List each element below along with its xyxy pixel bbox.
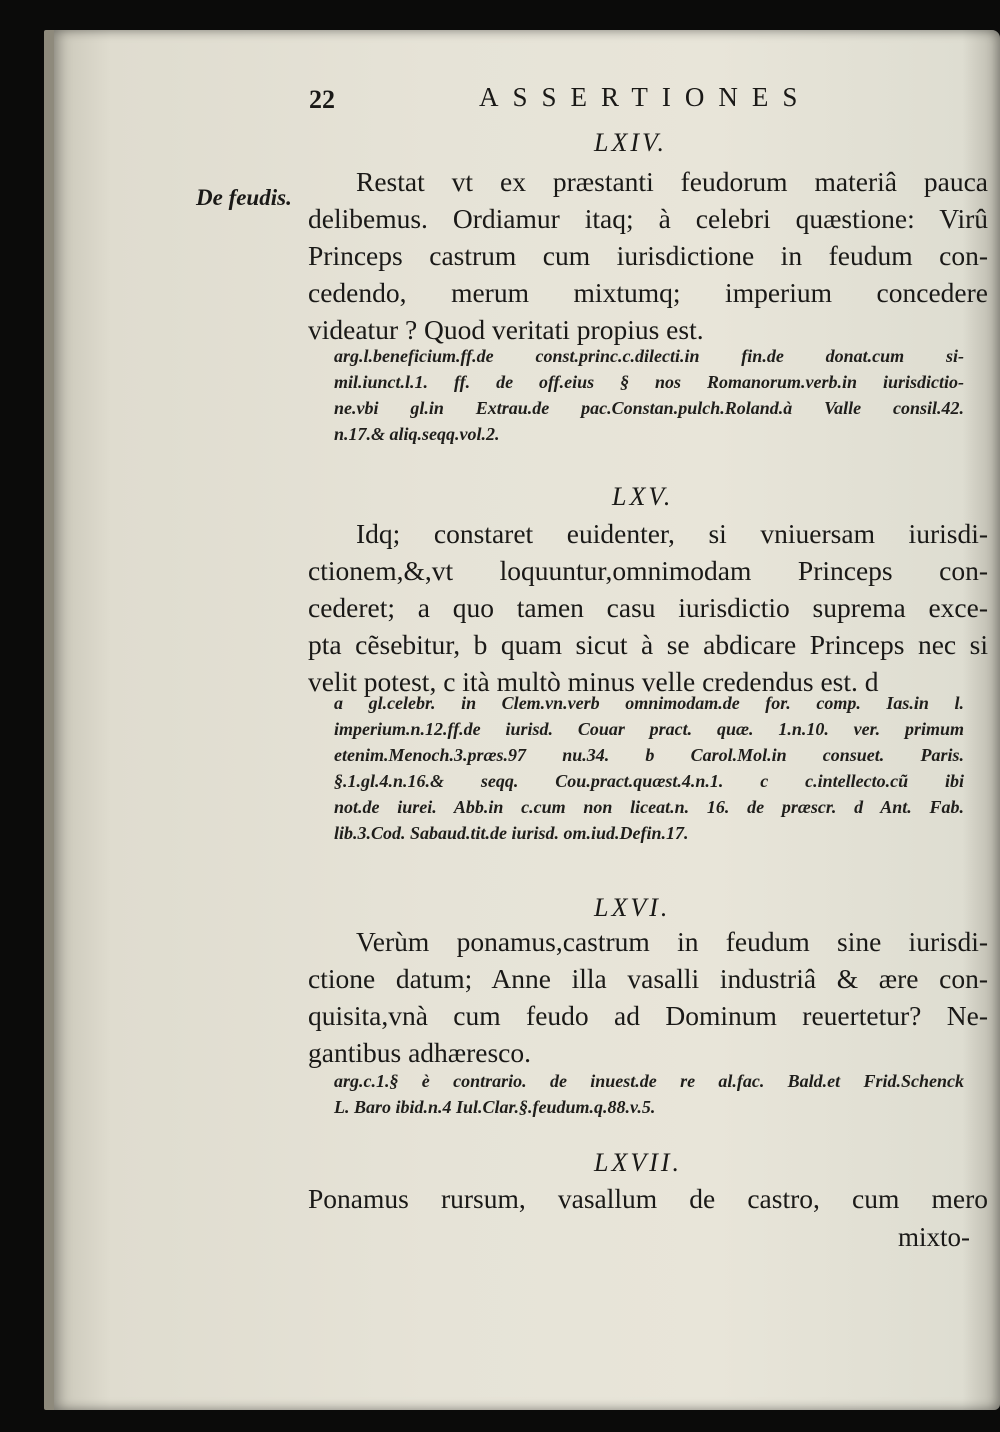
- section-text-lxvi: [308, 923, 988, 1071]
- section-text-lxiv: [308, 163, 988, 348]
- citation-lxvi: [334, 1068, 964, 1120]
- text-line: Princeps castrum cum iurisdictione in feudum con-: [308, 240, 988, 271]
- citation-lxv: [334, 690, 964, 846]
- text-line: Ponamus rursum, vasallum de castro, cum mero: [308, 1183, 988, 1214]
- citation-line: imperium.n.12.ff.de iurisd. Couar pract. quæ. 1.n.10. ver. primum: [334, 719, 964, 739]
- text-line: cederet; a quo tamen casu iurisdictio suprema exce-: [308, 592, 988, 623]
- text-line: velit potest, c ità multò minus velle credendus est. d: [308, 666, 879, 697]
- text-line: Restat vt ex præstanti feudorum materiâ pauca: [356, 166, 988, 197]
- citation-line: arg.l.beneficium.ff.de const.princ.c.dilecti.in fin.de donat.cum si-: [334, 346, 964, 366]
- citation-lxiv: [334, 343, 964, 447]
- section-heading-lxv: LXV.: [612, 482, 674, 511]
- page-number: 22: [309, 85, 335, 114]
- running-head: ASSERTIONES: [479, 82, 812, 112]
- citation-line: L. Baro ibid.n.4 Iul.Clar.§.feudum.q.88.v.5.: [334, 1097, 656, 1117]
- text-line: gantibus adhæresco.: [308, 1037, 532, 1068]
- book-page: [44, 30, 1000, 1410]
- citation-line: a gl.celebr. in Clem.vn.verb omnimodam.de for. comp. Ias.in l.: [334, 693, 964, 713]
- text-line: videatur ? Quod veritati propius est.: [308, 314, 704, 345]
- section-text-lxv: [308, 515, 988, 700]
- citation-line: mil.iunct.l.1. ff. de off.eius § nos Romanorum.verb.in iurisdictio-: [334, 372, 964, 392]
- text-line: quisita,vnà cum feudo ad Dominum reuertetur? Ne-: [308, 1000, 988, 1031]
- citation-line: arg.c.1.§ è contrario. de inuest.de re al.fac. Bald.et Frid.Schenck: [334, 1071, 964, 1091]
- section-heading-lxvii: LXVII.: [594, 1148, 683, 1177]
- section-heading-lxiv: LXIV.: [594, 128, 668, 157]
- text-line: ctionem,&,vt loquuntur,omnimodam Princeps con-: [308, 555, 988, 586]
- text-line: pta cẽsebitur, b quam sicut à se abdicare Princeps nec si: [308, 629, 988, 660]
- citation-line: etenim.Menoch.3.præs.97 nu.34. b Carol.Mol.in consuet. Paris.: [334, 745, 964, 765]
- citation-line: ne.vbi gl.in Extrau.de pac.Constan.pulch.Roland.à Valle consil.42.: [334, 398, 964, 418]
- text-line: Idq; constaret euidenter, si vniuersam iurisdi-: [356, 518, 988, 549]
- citation-line: not.de iurei. Abb.in c.cum non liceat.n. 16. de præscr. d Ant. Fab.: [334, 797, 964, 817]
- citation-line: §.1.gl.4.n.16.& seqq. Cou.pract.quæst.4.n.1. c c.intellecto.cũ ibi: [334, 771, 964, 791]
- citation-line: lib.3.Cod. Sabaud.tit.de iurisd. om.iud.Defin.17.: [334, 823, 689, 843]
- text-line: cedendo, merum mixtumq; imperium concedere: [308, 277, 988, 308]
- section-text-lxvii: [308, 1180, 988, 1217]
- text-line: Verùm ponamus,castrum in feudum sine iurisdi-: [356, 926, 988, 957]
- margin-note: De feudis.: [196, 185, 292, 210]
- catchword: mixto-: [898, 1222, 970, 1252]
- text-line: delibemus. Ordiamur itaq; à celebri quæstione: Virû: [308, 203, 988, 234]
- text-line: ctione datum; Anne illa vasalli industriâ & ære con-: [308, 963, 988, 994]
- citation-line: n.17.& aliq.seqq.vol.2.: [334, 424, 500, 444]
- section-heading-lxvi: LXVI.: [594, 893, 671, 922]
